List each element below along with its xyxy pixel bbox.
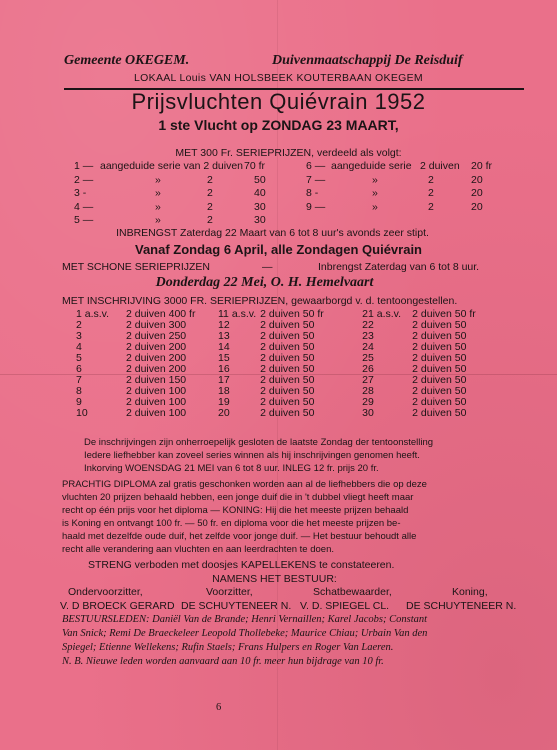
prize-rank-cell: 7 bbox=[76, 374, 82, 386]
prize-amount-cell: 2 duiven 50 bbox=[260, 319, 315, 331]
prize-rank-cell: 30 bbox=[362, 407, 374, 419]
series-number: 2 — bbox=[74, 173, 94, 186]
series-label: » bbox=[155, 200, 161, 213]
prize-rank-cell: 22 bbox=[362, 319, 374, 331]
series-number: 4 — bbox=[74, 200, 94, 213]
prize-rank-cell: 20 bbox=[218, 407, 230, 419]
prize-amount-cell: 2 duiven 50 bbox=[412, 330, 467, 342]
note-line: Iedere liefhebber kan zoveel series winnen als hij inschrijvingen genomen heeft. bbox=[84, 450, 420, 461]
series-number: 5 — bbox=[74, 214, 94, 226]
name-ondervoorzitter: V. D BROECK GERARD bbox=[60, 600, 175, 612]
prize-amount-cell: 2 duiven 50 fr bbox=[260, 308, 324, 320]
table-row bbox=[74, 408, 504, 419]
series-duiven: 2 bbox=[207, 200, 213, 213]
diploma-line: recht alle verandering aan vluchten en aan leerdrachten te doen. bbox=[62, 544, 334, 555]
series-number: 6 — bbox=[306, 160, 326, 172]
note-line: Inkorving WOENSDAG 21 MEI van 6 tot 8 uur. INLEG 12 fr. prijs 20 fr. bbox=[84, 463, 379, 474]
series-number: 8 - bbox=[306, 187, 319, 199]
series-amount: 20 bbox=[471, 200, 483, 213]
prize-rank-cell: 3 bbox=[76, 330, 82, 342]
prize-amount-cell: 2 duiven 50 bbox=[412, 319, 467, 331]
prize-amount-cell: 2 duiven 50 bbox=[260, 341, 315, 353]
prize-amount-cell: 2 duiven 300 bbox=[126, 319, 187, 331]
prize-amount-cell: 2 duiven 50 bbox=[260, 330, 315, 342]
prize-amount-cell: 2 duiven 50 bbox=[260, 363, 315, 375]
bottom-mark: 6 bbox=[216, 702, 222, 713]
prize-amount-cell: 2 duiven 50 bbox=[412, 352, 467, 364]
prize-rank-cell: 24 bbox=[362, 341, 374, 353]
schone-right: Inbrengst Zaterdag van 6 tot 8 uur. bbox=[318, 261, 480, 273]
series-duiven: 2 duiven bbox=[420, 160, 460, 172]
series-duiven: 2 bbox=[207, 187, 213, 199]
prize-rank-cell: 21 a.s.v. bbox=[362, 308, 402, 320]
prize-rank-cell: 12 bbox=[218, 319, 230, 331]
series-duiven: 2 bbox=[428, 173, 434, 186]
prize-amount-cell: 2 duiven 400 fr bbox=[126, 308, 196, 320]
name-koning: DE SCHUYTENEER N. bbox=[406, 600, 517, 612]
first-flight: 1 ste Vlucht op ZONDAG 23 MAART, bbox=[158, 117, 399, 133]
series-duiven: 2 bbox=[428, 187, 434, 199]
prize-amount-cell: 2 duiven 50 bbox=[412, 385, 467, 397]
prize-rank-cell: 1 a.s.v. bbox=[76, 308, 110, 320]
municipality-title: Gemeente OKEGEM. bbox=[64, 53, 190, 68]
prize-rank-cell: 23 bbox=[362, 330, 374, 342]
prize-amount-cell: 2 duiven 50 fr bbox=[412, 308, 476, 320]
diploma-line: recht op één prijs voor het diploma — KONING: Hij die het meeste prijzen behaald bbox=[62, 505, 409, 516]
series-amount: 40 bbox=[254, 187, 266, 199]
series-number: 3 - bbox=[74, 187, 87, 199]
prize-rank-cell: 19 bbox=[218, 396, 230, 408]
prize-amount-cell: 2 duiven 200 bbox=[126, 363, 187, 375]
series-label: » bbox=[155, 214, 161, 226]
prize-rank-cell: 29 bbox=[362, 396, 374, 408]
prize-rank-cell: 18 bbox=[218, 385, 230, 397]
prize-rank-cell: 16 bbox=[218, 363, 230, 375]
prize-amount-cell: 2 duiven 250 bbox=[126, 330, 187, 342]
series-label: aangeduide serie bbox=[331, 160, 412, 172]
prize-amount-cell: 2 duiven 100 bbox=[126, 385, 187, 397]
prize-rank-cell: 25 bbox=[362, 352, 374, 364]
namens-heading: NAMENS HET BESTUUR: bbox=[212, 573, 337, 585]
series-label: » bbox=[372, 200, 378, 213]
prize-rank-cell: 5 bbox=[76, 352, 82, 364]
prize-amount-cell: 2 duiven 150 bbox=[126, 374, 187, 386]
series-label: » bbox=[372, 187, 378, 199]
prize-amount-cell: 2 duiven 50 bbox=[412, 363, 467, 375]
prize-rank-cell: 26 bbox=[362, 363, 374, 375]
series-label: » bbox=[155, 187, 161, 199]
prize-rank-cell: 2 bbox=[76, 319, 82, 331]
series-number: 9 — bbox=[306, 200, 326, 213]
series-amount: 20 bbox=[471, 187, 483, 199]
name-voorzitter: DE SCHUYTENEER N. bbox=[181, 600, 292, 612]
prize-amount-cell: 2 duiven 50 bbox=[260, 385, 315, 397]
prize-amount-cell: 2 duiven 100 bbox=[126, 396, 187, 408]
prize-rank-cell: 10 bbox=[76, 407, 88, 419]
schone-left: MET SCHONE SERIEPRIJZEN bbox=[62, 261, 210, 273]
prize-rank-cell: 6 bbox=[76, 363, 82, 375]
prize-rank-cell: 15 bbox=[218, 352, 230, 364]
series-amount: 30 bbox=[254, 214, 266, 226]
lokaal-line: LOKAAL Louis VAN HOLSBEEK KOUTERBAAN OKEGEM bbox=[134, 72, 423, 84]
inschrijving-line: MET INSCHRIJVING 3000 FR. SERIEPRIJZEN, gewaarborgd v. d. tentoongestellen. bbox=[62, 295, 458, 307]
prize-amount-cell: 2 duiven 50 bbox=[412, 407, 467, 419]
series-label: » bbox=[155, 173, 161, 186]
prize-rank-cell: 17 bbox=[218, 374, 230, 386]
series-label: » bbox=[372, 173, 378, 186]
prize-rank-cell: 4 bbox=[76, 341, 82, 353]
role-schatbewaarder: Schatbewaarder, bbox=[313, 586, 392, 598]
prize-rank-cell: 27 bbox=[362, 374, 374, 386]
role-ondervoorzitter: Ondervoorzitter, bbox=[68, 586, 143, 598]
diploma-line: vluchten 20 prijzen behaald hebben, een jonge duif die in 't dubbel vliegt heeft maar bbox=[62, 492, 414, 503]
prize-rank-cell: 13 bbox=[218, 330, 230, 342]
streng-line: STRENG verboden met doosjes KAPELLEKENS te constateeren. bbox=[88, 559, 395, 571]
series-duiven: 2 bbox=[428, 200, 434, 213]
inbrengst-line: INBRENGST Zaterdag 22 Maart van 6 tot 8 uur's avonds zeer stipt. bbox=[116, 227, 429, 239]
name-schatbewaarder: V. D. SPIEGEL CL. bbox=[300, 600, 390, 612]
prize-amount-cell: 2 duiven 100 bbox=[126, 407, 187, 419]
club-title: Duivenmaatschappij De Reisduif bbox=[272, 53, 463, 68]
role-koning: Koning, bbox=[452, 586, 488, 598]
schone-dash: — bbox=[262, 261, 273, 273]
series-amount: 20 bbox=[471, 173, 483, 186]
series-intro: MET 300 Fr. SERIEPRIJZEN, verdeeld als volgt: bbox=[175, 147, 402, 159]
note-line: De inschrijvingen zijn onherroepelijk gesloten de laatste Zondag der tentoonstelling bbox=[84, 437, 434, 448]
prize-amount-cell: 2 duiven 50 bbox=[412, 341, 467, 353]
series-duiven: 2 bbox=[207, 214, 213, 226]
series-amount: 50 bbox=[254, 173, 266, 186]
prize-rank-cell: 14 bbox=[218, 341, 230, 353]
prize-table bbox=[74, 309, 504, 419]
series-label: aangeduide serie van 2 duiven bbox=[100, 160, 244, 172]
donderdag-line: Donderdag 22 Mei, O. H. Hemelvaart bbox=[155, 275, 374, 290]
bestuursleden-line: Spiegel; Etienne Wellekens; Rufin Staels; Frans Hulpers en Roger Van Laeren. bbox=[62, 642, 394, 653]
diploma-line: is Koning en ontvangt 100 fr. — 50 fr. en diploma voor die het meeste prijzen be- bbox=[62, 518, 401, 529]
prize-amount-cell: 2 duiven 50 bbox=[260, 374, 315, 386]
prize-amount-cell: 2 duiven 50 bbox=[412, 374, 467, 386]
prize-rank-cell: 11 a.s.v. bbox=[218, 308, 257, 320]
page-title: Prijsvluchten Quiévrain 1952 bbox=[131, 89, 426, 114]
diploma-line: haald met dezelfde oude duif, het zelfde voor jonge duif. — Het bestuur behoudt alle bbox=[62, 531, 417, 542]
prize-amount-cell: 2 duiven 50 bbox=[260, 352, 315, 364]
prize-rank-cell: 9 bbox=[76, 396, 82, 408]
prize-amount-cell: 2 duiven 200 bbox=[126, 341, 187, 353]
prize-rank-cell: 28 bbox=[362, 385, 374, 397]
series-number: 1 — bbox=[74, 160, 94, 172]
prize-amount-cell: 2 duiven 50 bbox=[260, 396, 315, 408]
bestuursleden-line: Van Snick; Remi De Braeckeleer Leopold Thollebeke; Maurice Chiau; Urbain Van den bbox=[62, 628, 428, 639]
series-number: 7 — bbox=[306, 173, 326, 186]
series-amount: 20 fr bbox=[471, 160, 493, 172]
diploma-line: PRACHTIG DIPLOMA zal gratis geschonken worden aan al de liefhebbers die op deze bbox=[62, 479, 427, 490]
vanaf-line: Vanaf Zondag 6 April, alle Zondagen Quiévrain bbox=[134, 242, 422, 257]
prize-rank-cell: 8 bbox=[76, 385, 82, 397]
role-voorzitter: Voorzitter, bbox=[206, 586, 253, 598]
prize-amount-cell: 2 duiven 50 bbox=[260, 407, 315, 419]
series-amount: 70 fr bbox=[244, 160, 266, 172]
bestuursleden-line: BESTUURSLEDEN: Daniël Van de Brande; Henri Vernaillen; Karel Jacobs; Constant bbox=[62, 614, 428, 625]
prize-amount-cell: 2 duiven 200 bbox=[126, 352, 187, 364]
nb-line: N. B. Nieuwe leden worden aanvaard aan 10 fr. meer hun bijdrage van 10 fr. bbox=[62, 656, 384, 667]
series-duiven: 2 bbox=[207, 173, 213, 186]
series-amount: 30 bbox=[254, 200, 266, 213]
prize-amount-cell: 2 duiven 50 bbox=[412, 396, 467, 408]
